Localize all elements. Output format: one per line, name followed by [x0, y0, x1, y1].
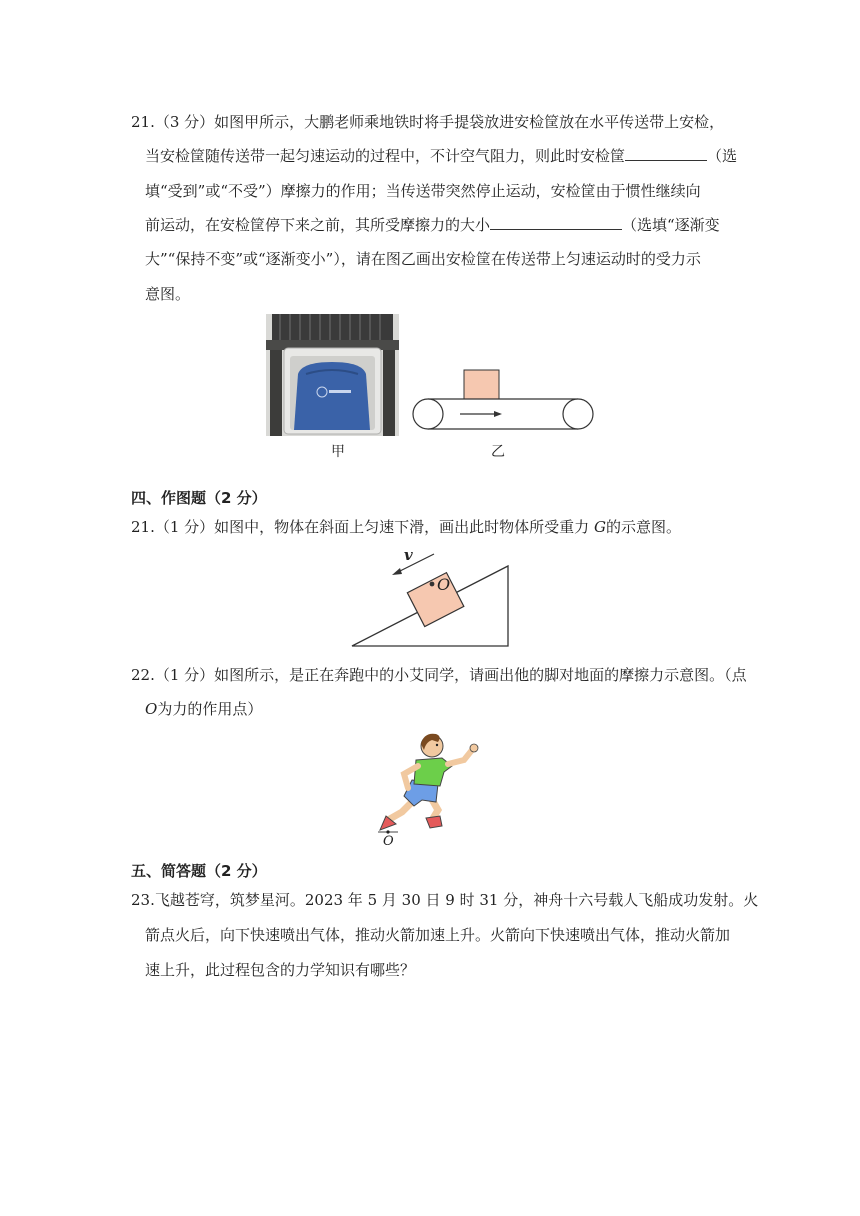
caption-jia: 甲: [331, 444, 345, 460]
q21a-line4-text: 前运动，在安检筐停下来之前，其所受摩擦力的大小: [145, 216, 491, 234]
q21a-line3: 填“受到”或“不受”）摩擦力的作用；当传送带突然停止运动，安检筐由于惯性继续向: [145, 182, 701, 200]
q21a-line1: 21.（3 分）如图甲所示，大鹏老师乘地铁时将手提袋放进安检筐放在水平传送带上安检，: [131, 113, 725, 131]
caption-yi: 乙: [491, 444, 505, 460]
q21a-line6: 意图。: [145, 285, 191, 303]
q23-line2: 箭点火后，向下快速喷出气体，推动火箭加速上升。火箭向下快速喷出气体，推动火箭加: [145, 926, 731, 944]
q21a-line5: 大”“保持不变”或“逐渐变小”），请在图乙画出安检筐在传送带上匀速运动时的受力示: [145, 250, 701, 268]
incline-diagram: [348, 546, 512, 650]
q21a-line4: [145, 215, 720, 235]
answer-blank-1[interactable]: [625, 146, 707, 161]
section-4-title: 四、作图题（2 分）: [131, 489, 267, 507]
front-shoe: [426, 816, 442, 828]
velocity-label: v: [404, 546, 413, 564]
belt-direction-arrow: [494, 411, 502, 417]
q21b-text-a: 21.（1 分）如图中，物体在斜面上匀速下滑，画出此时物体所受重力: [131, 518, 590, 536]
q21a-line2-text: 当安检筐随传送带一起匀速运动的过程中，不计空气阻力，则此时安检筐: [145, 147, 626, 165]
q22-point-symbol: O: [145, 700, 158, 718]
q21a-line2-tail: （选: [707, 147, 738, 165]
q23-line1: 23.飞越苍穹，筑梦星河。2023 年 5 月 30 日 9 时 31 分，神舟十六号载人飞船成功发射。火: [131, 891, 759, 909]
section-5-title: 五、简答题（2 分）: [131, 862, 267, 880]
answer-blank-2[interactable]: [490, 215, 622, 230]
security-basket-photo: [266, 314, 399, 436]
q22-line2: [145, 699, 262, 719]
q21a-line2: [145, 146, 737, 166]
right-roller: [563, 399, 593, 429]
q21a-line4-tail: （选填“逐渐变: [622, 216, 720, 234]
gravity-symbol: G: [593, 518, 606, 536]
q22-line1: 22.（1 分）如图所示，是正在奔跑中的小艾同学，请画出他的脚对地面的摩擦力示意图。（点: [131, 666, 747, 684]
point-o-label: O: [437, 575, 451, 594]
conveyor-belt-diagram: [406, 364, 600, 434]
box-on-belt: [464, 370, 499, 399]
q21b-text-b: 的示意图。: [605, 518, 681, 536]
running-boy-illustration: [374, 732, 486, 840]
q21b-text: [131, 517, 681, 537]
velocity-arrow: [392, 568, 402, 575]
left-roller: [413, 399, 443, 429]
q22-line2-rest: 为力的作用点）: [157, 700, 263, 718]
runner-point-o-label: O: [383, 834, 394, 849]
q23-line3: 速上升，此过程包含的力学知识有哪些？: [145, 961, 416, 979]
